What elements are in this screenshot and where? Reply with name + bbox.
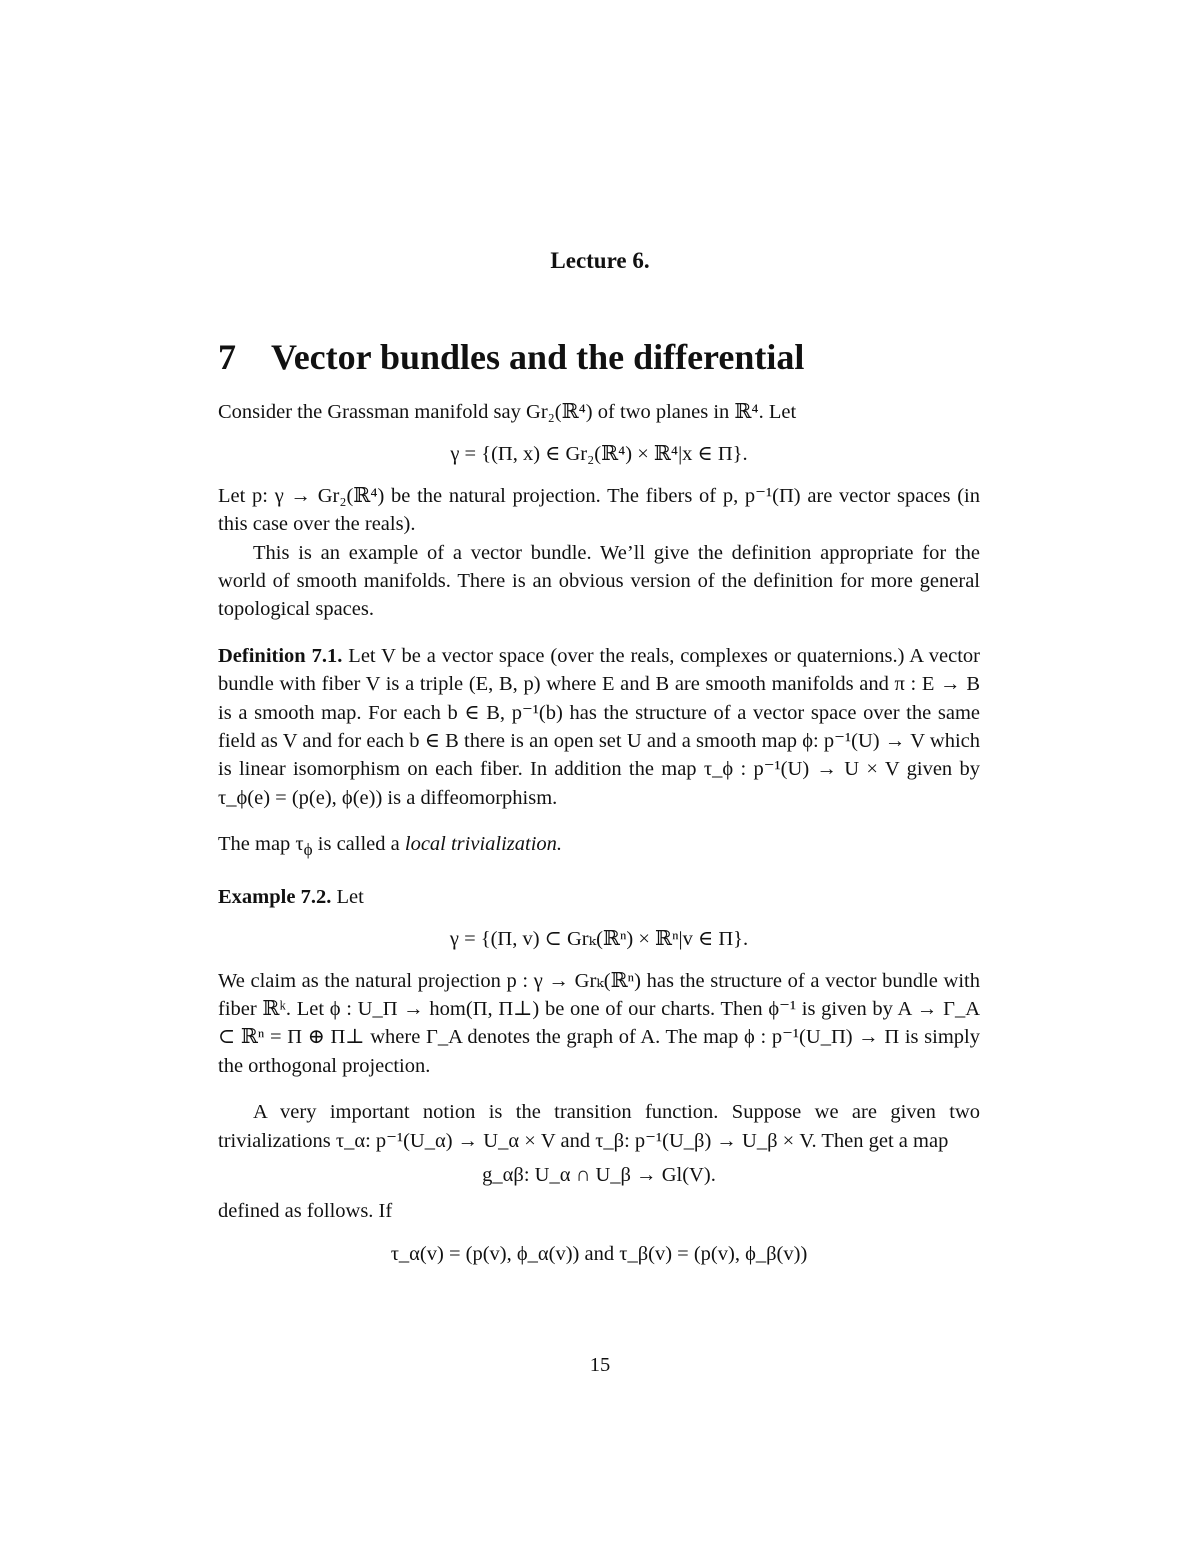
equation-gamma-grk: γ = {(Π, v) ⊂ Grₖ(ℝⁿ) × ℝⁿ|v ∈ Π}. — [449, 928, 749, 951]
paragraph-claim: We claim as the natural projection p : γ → Grₖ(ℝⁿ) has the structure of a vector bundle with fiber ℝᵏ. Let ϕ : U_Π → hom(Π, Π⊥) be one of our charts. Then ϕ⁻¹ is given by A → Γ_A ⊂ ℝⁿ = Π ⊕ Π⊥ where Γ_A denotes the graph of A. The map ϕ : p⁻¹(U_Π) → Π is simply the orthogonal projection. — [218, 969, 980, 1077]
body-text — [218, 398, 980, 1281]
local-triv-middle: is called a — [312, 833, 405, 856]
definition-label: Definition 7.1. — [218, 644, 343, 667]
paragraph-transition-function: A very important notion is the transition function. Suppose we are given two trivializations τ_α: p⁻¹(U_α) → U_α × V and τ_β: p⁻¹(U_β) → U_β × V. Then get a map — [218, 1101, 980, 1152]
local-triv-subscript: ϕ — [303, 840, 313, 860]
example-label: Example 7.2. — [218, 885, 332, 908]
local-triv-before: The map τ — [218, 833, 304, 856]
definition-text: Let V be a vector space (over the reals, complexes or quaternions.) A vector bundle with fiber V is a triple (E, B, p) where E and B are smooth manifolds and π : E → B is a smooth map. For each b ∈ B, p⁻¹(b) has the structure of a vector space over the same field as V and for each b ∈ B there is an open set U and a smooth map ϕ: p⁻¹(U) → V which is linear isomorphism on each fiber. In addition the map τ_ϕ : p⁻¹(U) → U × V given by τ_ϕ(e) = (p(e), ϕ(e)) is a diffeomorphism. — [218, 644, 981, 809]
section-number: 7 — [218, 337, 236, 377]
paragraph-projection: Let p: γ → Gr₂(ℝ⁴) be the natural projection. The fibers of p, p⁻¹(Π) are vector spaces (in this case over the reals). — [218, 484, 980, 536]
equation-transition-map: g_αβ: U_α ∩ U_β → Gl(V). — [482, 1164, 716, 1187]
section-title: Vector bundles and the differential — [271, 337, 805, 377]
equation-gamma-gr2: γ = {(Π, x) ∈ Gr₂(ℝ⁴) × ℝ⁴|x ∈ Π}. — [450, 443, 748, 466]
example-7-2 — [218, 883, 980, 911]
paragraph-intro: Consider the Grassman manifold say Gr₂(ℝ⁴) of two planes in ℝ⁴. Let — [218, 401, 797, 423]
lecture-title: Lecture 6. — [550, 248, 650, 273]
paragraph-vector-bundle-example: This is an example of a vector bundle. We’ll give the definition appropriate for the world of smooth manifolds. There is an obvious version of the definition for more general topological spaces. — [218, 541, 980, 621]
paragraph-defined-as-follows: defined as follows. If — [218, 1200, 393, 1223]
page-number: 15 — [589, 1354, 611, 1376]
equation-tau-alpha-beta: τ_α(v) = (p(v), ϕ_α(v)) and τ_β(v) = (p(v), ϕ_β(v)) — [390, 1242, 808, 1265]
local-trivialization-term: local trivialization. — [404, 833, 563, 856]
definition-7-1 — [218, 642, 980, 812]
section-heading — [218, 336, 1018, 378]
example-text: Let — [336, 885, 364, 908]
paragraph-local-trivialization — [218, 830, 980, 865]
